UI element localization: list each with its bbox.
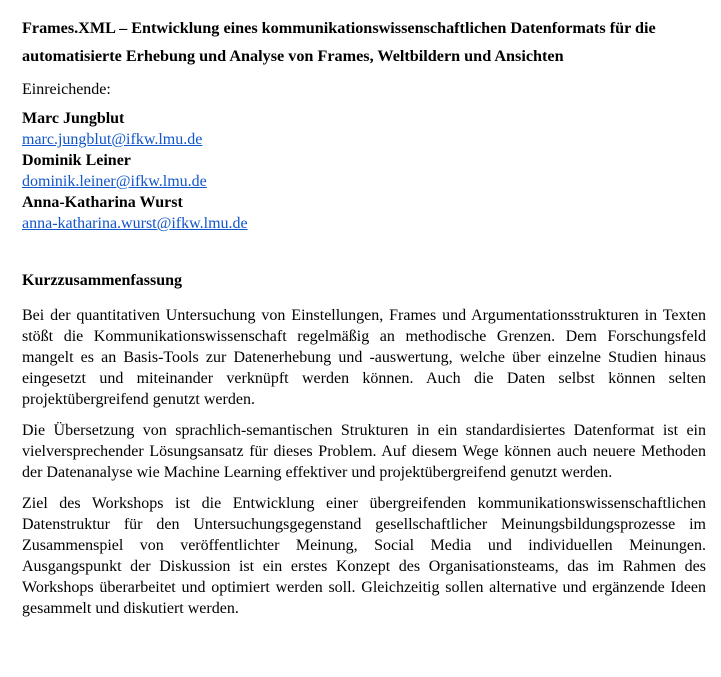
author-name: Dominik Leiner	[22, 152, 131, 169]
document-title: Frames.XML – Entwicklung eines kommunikationswissenschaftlichen Datenformats für die automatisierte Erhebung und Analyse von Frames, Weltbildern und Ansichten	[22, 19, 656, 65]
summary-paragraph: Die Übersetzung von sprachlich-semantischen Strukturen in ein standardisiertes Datenformat ist ein vielversprechender Lösungsansatz für dieses Problem. Auf diesem Wege können auch neuere Methoden der Datenanalyse wie Machine Learning effektiver und projektübergreifend genutzt werden.	[22, 422, 706, 481]
author-email-link[interactable]: dominik.leiner@ifkw.lmu.de	[22, 173, 207, 190]
author-list	[22, 108, 706, 234]
summary-heading: Kurzzusammenfassung	[22, 272, 183, 289]
author-name: Marc Jungblut	[22, 110, 125, 127]
summary-paragraph: Bei der quantitativen Untersuchung von Einstellungen, Frames und Argumentationsstrukturen in Texten stößt die Kommunikationswissenschaft regelmäßig an methodische Grenzen. Dem Forschungsfeld mangelt es an Basis-Tools zur Datenerhebung und -auswertung, welche über einzelne Studien hinaus eingesetzt und miteinander verknüpft werden können. Auch die Daten selbst können selten projektübergreifend genutzt werden.	[22, 307, 706, 408]
author-email-link[interactable]: marc.jungblut@ifkw.lmu.de	[22, 131, 203, 148]
document-page	[22, 14, 706, 629]
summary-paragraph: Ziel des Workshops ist die Entwicklung einer übergreifenden kommunikationswissenschaftlichen Datenstruktur für den Untersuchungsgegenstand gesellschaftlicher Meinungsbildungsprozesse im Zusammenspiel von veröffentlichter Meinung, Social Media und individuellen Meinungen. Ausgangspunkt der Diskussion ist ein erstes Konzept des Organisationsteams, das im Rahmen des Workshops überarbeitet und optimiert werden soll. Gleichzeitig sollen alternative und ergänzende Ideen gesammelt und diskutiert werden.	[22, 495, 706, 617]
author-email-link[interactable]: anna-katharina.wurst@ifkw.lmu.de	[22, 215, 248, 232]
author-name: Anna-Katharina Wurst	[22, 194, 183, 211]
submitters-label: Einreichende:	[22, 81, 111, 98]
